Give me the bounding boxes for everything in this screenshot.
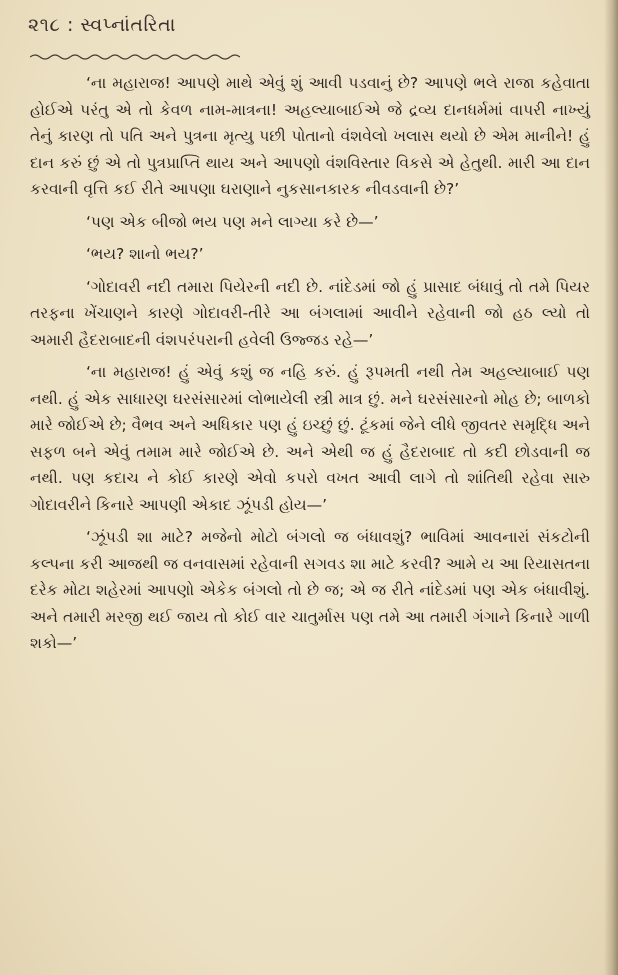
paragraph: ‘ના મહારાજ! આપણે માથે એવું શું આવી પડવાનું છે? આપણે ભલે રાજા કહેવાતા હોઈએ પરંતુ એ તો કેવળ નામ-માત્રના! અહલ્યાબાઈએ જે દ્રવ્ય દાનધર્મમાં વાપરી નાખ્યું તેનું કારણ તો પતિ અને પુત્રના મૃત્યુ પછી પોતાનો વંશવેલો ખલાસ થયો છે એમ માનીને! હું દાન કરું છું એ તો પુત્રપ્રાપ્તિ થાય અને આપણો વંશવિસ્તાર વિકસે એ હેતુથી. મારી આ દાન કરવાની વૃત્તિ કઈ રીતે આપણા ઘરાણાને નુકસાનકારક નીવડવાની છે?’ [30,74,590,198]
body-text [30,70,590,663]
page-spine-shadow [604,0,618,975]
paragraph: ‘ઝૂંપડી શા માટે? મજેનો મોટો બંગલો જ બંધાવશું? ભાવિમાં આવનારાં સંકટોની કલ્પના કરી આજથી જ વનવાસમાં રહેવાની સગવડ શા માટે કરવી? આમે ય આ રિયાસતના દરેક મોટા શહેરમાં આપણો એકેક બંગલો તો છે જ; એ જ રીતે નાંદેડમાં પણ એક બંધાવીશું. અને તમારી મરજી થઈ જાય તો કોઈ વાર ચાતુર્માસ પણ તમે આ તમારી ગંગાને કિનારે ગાળી શકો—’ [30,528,590,652]
paragraph: ‘ના મહારાજ! હું એવું કશું જ નહિ કરું. હું રૂપમતી નથી તેમ અહલ્યાબાઈ પણ નથી. હું એક સાધારણ ઘરસંસારમાં લોભાયેલી સ્ત્રી માત્ર છું. મને ઘરસંસારનો મોહ છે; બાળકો મારે જોઈએ છે; વૈભવ અને અધિકાર પણ હું ઇચ્છું છું. ટૂંકમાં જેને લીધે જીવતર સમૃદ્ધિ અને સફળ બને એવું તમામ મારે જોઈએ છે. અને એથી જ હું હૈદરાબાદ તો કદી છોડવાની જ નથી. પણ કદાચ ને કોઈ કારણે એવો કપરો વખત આવી લાગે તો શાંતિથી રહેવા સારુ ગોદાવરીને કિનારે આપણી એકાદ ઝૂંપડી હોય—’ [30,363,590,514]
paragraph: ‘પણ એક બીજો ભય પણ મને લાગ્યા કરે છે—’ [86,212,379,231]
paragraph: ‘ભય? શાનો ભય?’ [86,245,204,263]
header-separator: : [66,14,74,36]
page-number: ૨૧૮ [28,14,61,36]
book-title: સ્વપ્નાંતરિતા [80,14,176,36]
paragraph: ‘ગોદાવરી નદી તમારા પિયેરની નદી છે. નાંદેડમાં જો હું પ્રાસાદ બંધાવું તો તમે પિયર તરફના ખેંચાણને કારણે ગોદાવરી-તીરે આ બંગલામાં આવીને રહેવાની જો હઠ લ્યો તો અમારી હૈદરાબાદની વંશપરંપરાની હવેલી ઉજ્જડ રહે—’ [30,277,590,349]
header-wavy-rule [30,52,240,62]
running-header [28,14,176,36]
